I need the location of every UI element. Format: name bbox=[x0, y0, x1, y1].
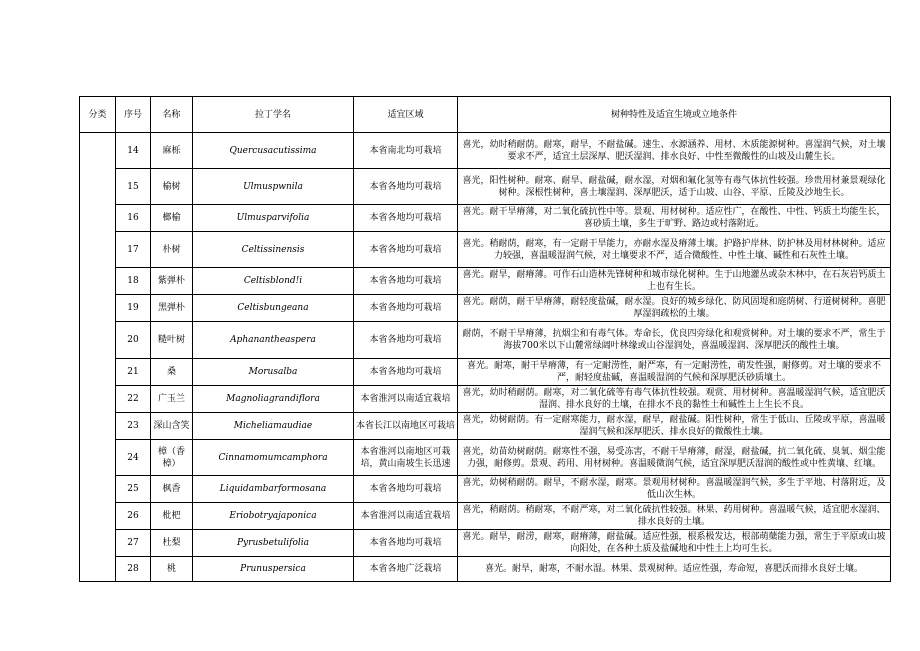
latin-name: Celtissinensis bbox=[193, 232, 354, 268]
table-row bbox=[80, 359, 891, 386]
latin-name: Eriobotryajaponica bbox=[193, 503, 354, 530]
region-cell: 本省各地均可栽培 bbox=[354, 530, 458, 557]
species-name: 榆树 bbox=[151, 169, 193, 205]
table-body bbox=[80, 133, 891, 582]
latin-name: Cinnamomumcamphora bbox=[193, 440, 354, 476]
species-table bbox=[79, 96, 891, 582]
region-cell: 本省各地均可栽培 bbox=[354, 268, 458, 295]
table-row bbox=[80, 133, 891, 169]
region-cell: 本省长江以南地区可栽培 bbox=[354, 413, 458, 440]
header-name: 名称 bbox=[151, 97, 193, 133]
row-number: 25 bbox=[116, 476, 151, 503]
latin-name: Magnoliagrandiflora bbox=[193, 386, 354, 413]
table-row bbox=[80, 440, 891, 476]
species-name: 朴树 bbox=[151, 232, 193, 268]
species-name: 枫香 bbox=[151, 476, 193, 503]
region-cell: 本省各地均可栽培 bbox=[354, 322, 458, 359]
latin-name: Celtisblond!i bbox=[193, 268, 354, 295]
traits-cell: 喜光，幼树耐荫。有一定耐寒能力，耐水湿，耐旱，耐盐碱。阳性树种，常生于低山、丘陵或平原，喜温暖湿润气候和深厚肥沃、排水良好的微酸性土壤。 bbox=[458, 413, 891, 440]
latin-name: Celtisbungeana bbox=[193, 295, 354, 322]
traits-cell: 耐荫，不耐干旱瘠薄，抗烟尘和有毒气体。寿命长，优良四旁绿化和观赏树种。对土壤的要求不严，常生于海拔700米以下山麓常绿阔叶林缘或山谷湿润处，喜温暖湿润、深厚肥沃的酸性土壤。 bbox=[458, 322, 891, 359]
traits-cell: 喜光，幼苗幼树耐荫。耐寒性不强，易受冻害，不耐干旱瘠薄，耐湿，耐盐碱，抗二氧化硫、臭氧、烟尘能力强，耐修剪。景观、药用、用材树种。喜温暖微润气候，适宜深厚肥沃湿润的酸性或中性黄壤、红壤。 bbox=[458, 440, 891, 476]
table-row bbox=[80, 476, 891, 503]
row-number: 14 bbox=[116, 133, 151, 169]
traits-cell: 喜光。稍耐荫，耐寒，有一定耐干旱能力，亦耐水湿及瘠薄土壤。护路护岸林、防护林及用材林树种。适应力较强，喜温暖湿润气候，对土壤要求不严，适合微酸性、中性土壤、碱性和石灰性土壤。 bbox=[458, 232, 891, 268]
header-region: 适宜区域 bbox=[354, 97, 458, 133]
region-cell: 本省淮河以南地区可栽培，黄山南坡生长迅速 bbox=[354, 440, 458, 476]
latin-name: Quercusacutissima bbox=[193, 133, 354, 169]
category-cell bbox=[80, 133, 116, 582]
latin-name: Morusalba bbox=[193, 359, 354, 386]
table-row bbox=[80, 503, 891, 530]
header-category: 分类 bbox=[80, 97, 116, 133]
traits-cell: 喜光。耐旱，耐瘠薄。可作石山造林先锋树种和城市绿化树种。生于山地灌丛或杂木林中，在石灰岩钙质土上也有生长。 bbox=[458, 268, 891, 295]
row-number: 26 bbox=[116, 503, 151, 530]
latin-name: Prunuspersica bbox=[193, 557, 354, 582]
species-name: 杜梨 bbox=[151, 530, 193, 557]
row-number: 15 bbox=[116, 169, 151, 205]
species-name: 黑弹朴 bbox=[151, 295, 193, 322]
species-name: 桑 bbox=[151, 359, 193, 386]
region-cell: 本省各地均可栽培 bbox=[354, 205, 458, 232]
species-name: 麻栎 bbox=[151, 133, 193, 169]
row-number: 24 bbox=[116, 440, 151, 476]
header-latin: 拉丁学名 bbox=[193, 97, 354, 133]
table-row bbox=[80, 232, 891, 268]
species-name: 糙叶树 bbox=[151, 322, 193, 359]
table-row bbox=[80, 386, 891, 413]
species-name: 樟（香樟） bbox=[151, 440, 193, 476]
species-name: 广玉兰 bbox=[151, 386, 193, 413]
traits-cell: 喜光。耐旱，耐寒，不耐水湿。林果、景观树种。适应性强，寿命短，喜肥沃而排水良好土壤。 bbox=[458, 557, 891, 582]
latin-name: Ulmusparvifolia bbox=[193, 205, 354, 232]
species-name: 紫弹朴 bbox=[151, 268, 193, 295]
table-row bbox=[80, 530, 891, 557]
region-cell: 本省各地均可栽培 bbox=[354, 232, 458, 268]
region-cell: 本省各地广泛栽培 bbox=[354, 557, 458, 582]
traits-cell: 喜光。耐旱，耐涝，耐寒，耐瘠薄，耐盐碱。适应性强，根系极发达，根部萌蘖能力强，常生于平原或山坡向阳处，在各种土质及盐碱地和中性土上均可生长。 bbox=[458, 530, 891, 557]
table-row bbox=[80, 268, 891, 295]
row-number: 22 bbox=[116, 386, 151, 413]
latin-name: Pyrusbetulifolia bbox=[193, 530, 354, 557]
row-number: 23 bbox=[116, 413, 151, 440]
region-cell: 本省淮河以南适宜栽培 bbox=[354, 503, 458, 530]
region-cell: 本省各地均可栽培 bbox=[354, 476, 458, 503]
row-number: 16 bbox=[116, 205, 151, 232]
region-cell: 本省各地均可栽培 bbox=[354, 169, 458, 205]
table-row bbox=[80, 557, 891, 582]
species-name: 深山含笑 bbox=[151, 413, 193, 440]
region-cell: 本省南北均可栽培 bbox=[354, 133, 458, 169]
table-row bbox=[80, 322, 891, 359]
latin-name: Aphanantheaspera bbox=[193, 322, 354, 359]
row-number: 27 bbox=[116, 530, 151, 557]
table-row bbox=[80, 413, 891, 440]
region-cell: 本省各地均可栽培 bbox=[354, 295, 458, 322]
species-name: 桃 bbox=[151, 557, 193, 582]
row-number: 18 bbox=[116, 268, 151, 295]
traits-cell: 喜光。耐荫，耐干旱瘠薄，耐轻度盐碱，耐水湿。良好的城乡绿化、防风固堤和庭荫树、行道树树种。喜肥厚湿润疏松的土壤。 bbox=[458, 295, 891, 322]
latin-name: Ulmuspwnila bbox=[193, 169, 354, 205]
table-row bbox=[80, 205, 891, 232]
traits-cell: 喜光，幼时稍耐荫。耐寒，对二氧化硫等有毒气体抗性较强。观赏、用材树种。喜温暖湿润气候，适宜肥沃湿润、排水良好的土壤，在排水不良的黏性土和碱性土上生长不良。 bbox=[458, 386, 891, 413]
header-traits: 树种特性及适宜生境或立地条件 bbox=[458, 97, 891, 133]
traits-cell: 喜光。耐寒，耐干旱瘠薄，有一定耐涝性，耐严寒，有一定耐涝性，萌发性强，耐修剪。对土壤的要求不严，耐轻度盐碱，喜温暖湿润的气候和深厚肥沃砂质壤土。 bbox=[458, 359, 891, 386]
region-cell: 本省淮河以南适宜栽培 bbox=[354, 386, 458, 413]
table-row bbox=[80, 295, 891, 322]
traits-cell: 喜光。耐干旱瘠薄，对二氧化硫抗性中等。景观、用材树种。适应性广，在酸性、中性、钙质土均能生长，喜砂质土壤，多生于旷野、路边或村落附近。 bbox=[458, 205, 891, 232]
row-number: 17 bbox=[116, 232, 151, 268]
traits-cell: 喜光，幼时稍耐荫。耐寒，耐旱，不耐盐碱。速生、水源涵养、用材、木质能源树种。喜湿润气候，对土壤要求不严，适宜土层深厚、肥沃湿润、排水良好、中性至微酸性的山坡及山麓生长。 bbox=[458, 133, 891, 169]
row-number: 28 bbox=[116, 557, 151, 582]
species-name: 枇杷 bbox=[151, 503, 193, 530]
header-no: 序号 bbox=[116, 97, 151, 133]
traits-cell: 喜光，阳性树种。耐寒、耐旱、耐盐碱，耐水湿，对烟和氟化氢等有毒气体抗性较强。珍贵用材兼景观绿化树种。深根性树种，喜土壤湿润、深厚肥沃，适于山坡、山谷、平原、丘陵及沙地生长。 bbox=[458, 169, 891, 205]
traits-cell: 喜光，幼树稍耐荫。耐旱，不耐水湿，耐寒。景观用材树种。喜温暖湿润气候，多生于平地、村落附近，及低山次生林。 bbox=[458, 476, 891, 503]
row-number: 20 bbox=[116, 322, 151, 359]
region-cell: 本省各地均可栽培 bbox=[354, 359, 458, 386]
species-name: 榔榆 bbox=[151, 205, 193, 232]
latin-name: Liquidambarformosana bbox=[193, 476, 354, 503]
latin-name: Micheliamaudiae bbox=[193, 413, 354, 440]
row-number: 19 bbox=[116, 295, 151, 322]
header-row bbox=[80, 97, 891, 133]
traits-cell: 喜光，稍耐荫。稍耐寒，不耐严寒，对二氧化硫抗性较强。林果、药用树种。喜温暖气候，适宜肥水湿润、排水良好的土壤。 bbox=[458, 503, 891, 530]
row-number: 21 bbox=[116, 359, 151, 386]
table-row bbox=[80, 169, 891, 205]
